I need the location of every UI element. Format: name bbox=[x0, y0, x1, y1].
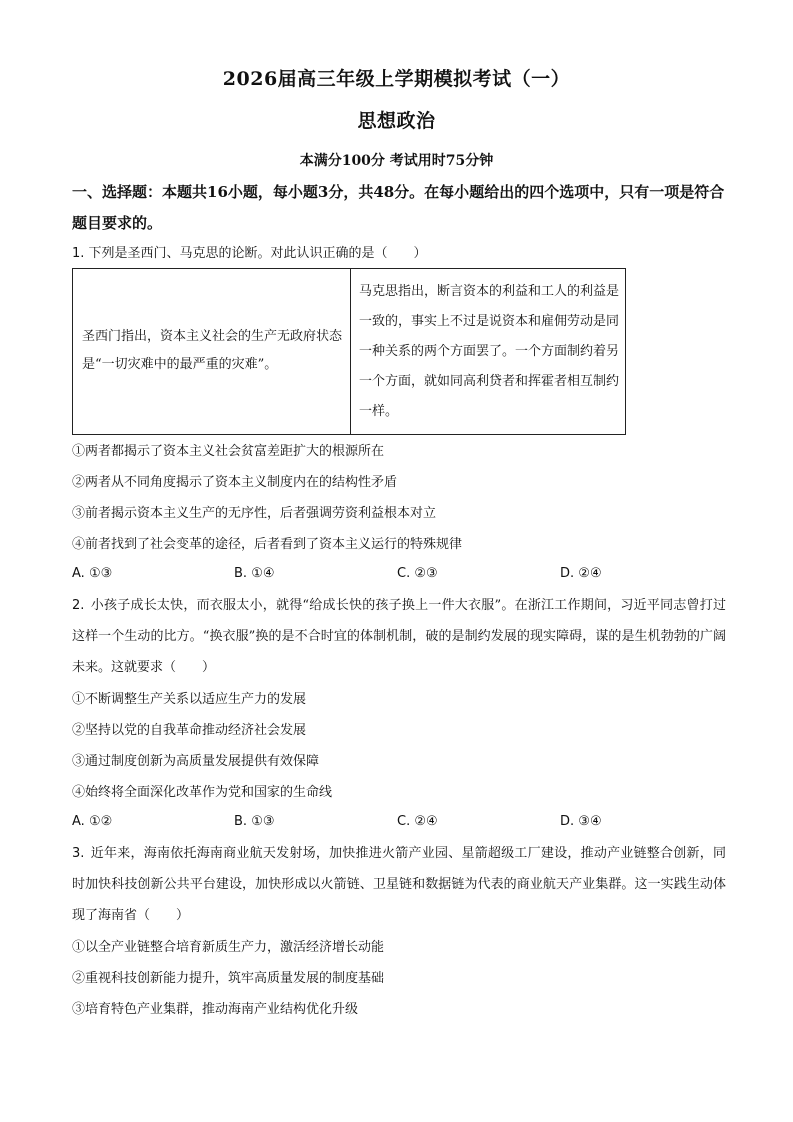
statement-item: ③培育特色产业集群，推动海南产业结构优化升级 bbox=[72, 1002, 359, 1017]
option-a[interactable] bbox=[72, 814, 112, 829]
question-number: 3. bbox=[72, 846, 85, 861]
question-2-options bbox=[72, 814, 672, 834]
statement-item: ②重视科技创新能力提升，筑牢高质量发展的制度基础 bbox=[72, 971, 385, 986]
option-letter: C. bbox=[397, 814, 411, 829]
question-number: 1. bbox=[72, 246, 85, 261]
option-letter: D. bbox=[560, 814, 575, 829]
table-divider bbox=[350, 269, 351, 434]
option-d[interactable] bbox=[560, 814, 602, 829]
statement-item: ②坚持以党的自我革命推动经济社会发展 bbox=[72, 723, 307, 738]
question-2-stem bbox=[72, 590, 726, 683]
quote-table bbox=[72, 268, 626, 435]
exam-title: 2026届高三年级上学期模拟考试（一） bbox=[222, 68, 571, 90]
exam-info: 本满分100分 考试用时75分钟 bbox=[299, 153, 494, 169]
statement-item: ④始终将全面深化改革作为党和国家的生命线 bbox=[72, 785, 333, 800]
question-1-stem bbox=[72, 244, 427, 264]
option-letter: D. bbox=[560, 566, 575, 581]
table-cell-saint-simon: 圣西门指出，资本主义社会的生产无政府状态是“一切灾难中的最严重的灾难”。 bbox=[82, 329, 343, 372]
statement-item: ①不断调整生产关系以适应生产力的发展 bbox=[72, 692, 307, 707]
question-1-options bbox=[72, 566, 672, 586]
option-text: ①④ bbox=[251, 566, 275, 581]
option-letter: C. bbox=[397, 566, 411, 581]
option-letter: B. bbox=[234, 814, 248, 829]
option-text: ②③ bbox=[414, 566, 438, 581]
question-text: 小孩子成长太快，而衣服太小，就得“给成长快的孩子换上一件大衣服”。在浙江工作期间，习近平同志曾打过这样一个生动的比方。“换衣服”换的是不合时宜的体制机制，破的是制约发展的现实障碍，谋的是生机勃勃的广阔未来。这就要求（ ） bbox=[72, 598, 727, 675]
option-text: ①③ bbox=[251, 814, 275, 829]
option-text: ①② bbox=[88, 814, 113, 829]
option-c[interactable] bbox=[397, 566, 438, 581]
statement-item: ①两者都揭示了资本主义社会贫富差距扩大的根源所在 bbox=[72, 444, 385, 459]
option-a[interactable] bbox=[72, 566, 112, 581]
option-text: ①③ bbox=[88, 566, 113, 581]
option-c[interactable] bbox=[397, 814, 438, 829]
option-b[interactable] bbox=[234, 814, 275, 829]
statement-item: ③前者揭示资本主义生产的无序性，后者强调劳资利益根本对立 bbox=[72, 506, 437, 521]
statement-item: ④前者找到了社会变革的途径，后者看到了资本主义运行的特殊规律 bbox=[72, 537, 463, 552]
option-letter: A. bbox=[72, 814, 85, 829]
option-text: ②④ bbox=[414, 814, 438, 829]
option-text: ③④ bbox=[578, 814, 602, 829]
question-3-stem bbox=[72, 838, 726, 931]
option-letter: A. bbox=[72, 566, 85, 581]
question-number: 2. bbox=[72, 598, 85, 613]
question-text: 下列是圣西门、马克思的论断。对此认识正确的是（ ） bbox=[88, 246, 427, 261]
statement-item: ③通过制度创新为高质量发展提供有效保障 bbox=[72, 754, 320, 769]
option-b[interactable] bbox=[234, 566, 275, 581]
section-heading: 一、选择题：本题共16小题，每小题3分，共48分。在每小题给出的四个选项中，只有一项是符合题目要求的。 bbox=[72, 183, 725, 232]
subject-title: 思想政治 bbox=[357, 110, 436, 132]
option-letter: B. bbox=[234, 566, 248, 581]
statement-item: ②两者从不同角度揭示了资本主义制度内在的结构性矛盾 bbox=[72, 475, 398, 490]
table-cell-marx: 马克思指出，断言资本的利益和工人的利益是一致的，事实上不过是说资本和雇佣劳动是同一种关系的两个方面罢了。一个方面制约着另一个方面，就如同高利贷者和挥霍者相互制约一样。 bbox=[359, 284, 620, 419]
statement-item: ①以全产业链整合培育新质生产力，激活经济增长动能 bbox=[72, 940, 385, 955]
option-text: ②④ bbox=[578, 566, 602, 581]
question-text: 近年来，海南依托海南商业航天发射场，加快推进火箭产业园、星箭超级工厂建设，推动产业链整合创新，同时加快科技创新公共平台建设，加快形成以火箭链、卫星链和数据链为代表的商业航天产业集群。这一实践生动体现了海南省（ ） bbox=[72, 846, 726, 923]
option-d[interactable] bbox=[560, 566, 602, 581]
